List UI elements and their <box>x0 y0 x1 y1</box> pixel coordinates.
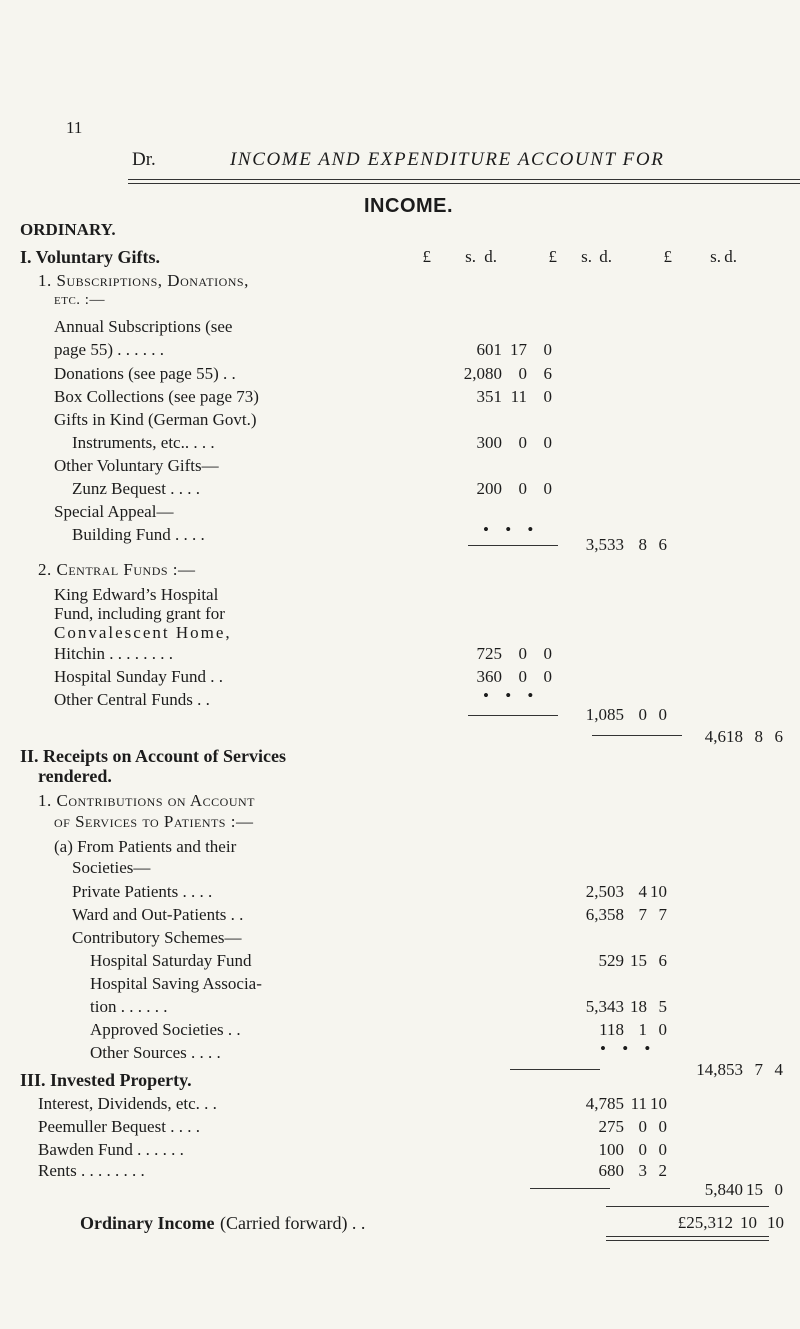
rents-amount-pounds: 680 <box>598 1161 624 1180</box>
other-central-nil: • • • <box>483 686 540 705</box>
gifts-in-kind-amount-shillings: 0 <box>518 433 527 452</box>
column-heading-5: d. <box>599 247 612 266</box>
subscriptions-heading: 1. Subscriptions, Donations, <box>38 271 249 290</box>
voluntary-gifts-total-pounds: 4,618 <box>704 727 743 746</box>
ward-outpatients-amount-pounds: 6,358 <box>585 905 624 924</box>
carried-forward-label: (Carried forward) . . <box>220 1213 366 1233</box>
peemuller-label: Peemuller Bequest . . . . <box>38 1117 200 1136</box>
invested-property-total-pence: 0 <box>774 1180 783 1199</box>
king-edward-label-2: Fund, including grant for <box>54 604 225 623</box>
donations-amount-shillings: 0 <box>518 364 527 383</box>
gifts-in-kind-label-2: Instruments, etc.. . . . <box>72 433 215 452</box>
ordinary-income-total-pence: 10 <box>767 1213 784 1232</box>
column-heading-4: s. <box>581 247 592 266</box>
ward-outpatients-label: Ward and Out-Patients . . <box>72 905 244 924</box>
zunz-bequest-amount-pence: 0 <box>543 479 552 498</box>
private-patients-amount-shillings: 4 <box>638 882 647 901</box>
rents-label: Rents . . . . . . . . <box>38 1161 145 1180</box>
central-funds-heading: 2. Central Funds :— <box>38 560 196 579</box>
annual-subscriptions-amount-shillings: 17 <box>510 340 527 359</box>
hospital-saturday-amount-shillings: 15 <box>630 951 647 970</box>
rents-amount-shillings: 3 <box>638 1161 647 1180</box>
total2-rule <box>510 1069 600 1070</box>
subtotal2-rule <box>468 715 558 716</box>
ordinary-income-label: Ordinary Income <box>80 1213 215 1233</box>
gifts-in-kind-label: Gifts in Kind (German Govt.) <box>54 410 257 429</box>
peemuller-amount-pounds: 275 <box>598 1117 624 1136</box>
building-fund-nil: • • • <box>483 520 540 539</box>
from-patients-label-2: Societies— <box>72 858 151 877</box>
king-edward-amount-shillings: 0 <box>518 644 527 663</box>
interest-amount-pence: 10 <box>650 1094 667 1113</box>
king-edward-label: King Edward’s Hospital <box>54 585 219 604</box>
dr-label: Dr. <box>132 149 156 170</box>
box-collections-amount-shillings: 11 <box>510 387 527 406</box>
hospital-saving-amount-pence: 5 <box>658 997 667 1016</box>
ordinary-income-total-pounds: £25,312 <box>677 1213 733 1232</box>
subtotal1-rule <box>468 545 558 546</box>
king-edward-label-4: Hitchin . . . . . . . . <box>54 644 173 663</box>
ward-outpatients-amount-pence: 7 <box>658 905 667 924</box>
gifts-in-kind-amount-pounds: 300 <box>476 433 502 452</box>
donations-amount-pounds: 2,080 <box>463 364 502 383</box>
hospital-sunday-amount-shillings: 0 <box>518 667 527 686</box>
hospital-saturday-amount-pounds: 529 <box>598 951 624 970</box>
annual-subscriptions-label: Annual Subscriptions (see <box>54 317 233 336</box>
special-appeal-label: Special Appeal— <box>54 502 174 521</box>
subscriptions-heading-etc: etc. :— <box>54 292 105 308</box>
ward-outpatients-amount-shillings: 7 <box>638 905 647 924</box>
header-rule-2 <box>128 183 800 184</box>
approved-societies-label: Approved Societies . . <box>90 1020 241 1039</box>
approved-societies-amount-pounds: 118 <box>599 1020 624 1039</box>
interest-label: Interest, Dividends, etc. . . <box>38 1094 217 1113</box>
contributions-heading-2: of Services to Patients :— <box>54 812 254 831</box>
ordinary-label: ORDINARY. <box>20 220 116 239</box>
interest-amount-pounds: 4,785 <box>585 1094 624 1113</box>
box-collections-label: Box Collections (see page 73) <box>54 387 259 406</box>
central-funds-subtotal-pence: 0 <box>658 705 667 724</box>
other-sources-nil: • • • <box>600 1039 657 1058</box>
column-heading-3: £ <box>548 247 557 266</box>
income-title: INCOME. <box>364 195 454 217</box>
zunz-bequest-amount-pounds: 200 <box>476 479 502 498</box>
peemuller-amount-shillings: 0 <box>638 1117 647 1136</box>
private-patients-amount-pence: 10 <box>650 882 667 901</box>
rents-amount-pence: 2 <box>658 1161 667 1180</box>
column-heading-7: s. <box>710 247 721 266</box>
subscriptions-subtotal-pounds: 3,533 <box>585 535 624 554</box>
subscriptions-subtotal-pence: 6 <box>658 535 667 554</box>
bawden-amount-shillings: 0 <box>638 1140 647 1159</box>
column-heading-1: s. <box>465 247 476 266</box>
central-funds-subtotal-pounds: 1,085 <box>585 705 624 724</box>
gifts-in-kind-amount-pence: 0 <box>543 433 552 452</box>
king-edward-label-3: Convalescent Home, <box>54 623 232 642</box>
other-voluntary-gifts-label: Other Voluntary Gifts— <box>54 456 219 475</box>
hospital-sunday-amount-pounds: 360 <box>476 667 502 686</box>
hospital-saving-amount-pounds: 5,343 <box>585 997 624 1016</box>
hospital-saturday-label: Hospital Saturday Fund <box>90 951 252 970</box>
column-heading-8: d. <box>724 247 737 266</box>
grand-total-rule-top <box>606 1206 769 1207</box>
contributory-schemes-label: Contributory Schemes— <box>72 928 242 947</box>
other-central-label: Other Central Funds . . <box>54 690 210 709</box>
other-sources-label: Other Sources . . . . <box>90 1043 221 1062</box>
hospital-saving-amount-shillings: 18 <box>630 997 647 1016</box>
donations-label: Donations (see page 55) . . <box>54 364 236 383</box>
king-edward-amount-pounds: 725 <box>476 644 502 663</box>
total1-rule <box>592 735 682 736</box>
private-patients-label: Private Patients . . . . <box>72 882 213 901</box>
king-edward-amount-pence: 0 <box>543 644 552 663</box>
annual-subscriptions-amount-pounds: 601 <box>476 340 502 359</box>
approved-societies-amount-shillings: 1 <box>638 1020 647 1039</box>
section-invested-property: III. Invested Property. <box>20 1070 192 1090</box>
box-collections-amount-pence: 0 <box>543 387 552 406</box>
column-heading-6: £ <box>663 247 672 266</box>
from-patients-label: (a) From Patients and their <box>54 837 237 856</box>
section-receipts-2: rendered. <box>38 766 112 786</box>
approved-societies-amount-pence: 0 <box>658 1020 667 1039</box>
header-rule <box>128 179 800 180</box>
invested-property-total-shillings: 15 <box>746 1180 763 1199</box>
receipts-total-shillings: 7 <box>754 1060 763 1079</box>
voluntary-gifts-total-shillings: 8 <box>754 727 763 746</box>
bawden-amount-pence: 0 <box>658 1140 667 1159</box>
hospital-saturday-amount-pence: 6 <box>658 951 667 970</box>
column-heading-0: £ <box>422 247 431 266</box>
interest-amount-shillings: 11 <box>630 1094 647 1113</box>
voluntary-gifts-total-pence: 6 <box>774 727 783 746</box>
page-number: 11 <box>66 118 83 137</box>
total3-rule <box>530 1188 610 1189</box>
hospital-saving-label: Hospital Saving Associa- <box>90 974 262 993</box>
section-receipts: II. Receipts on Account of Services <box>20 746 286 766</box>
hospital-sunday-amount-pence: 0 <box>543 667 552 686</box>
hospital-saving-label-2: tion . . . . . . <box>90 997 168 1016</box>
peemuller-amount-pence: 0 <box>658 1117 667 1136</box>
subscriptions-subtotal-shillings: 8 <box>638 535 647 554</box>
hospital-sunday-label: Hospital Sunday Fund . . <box>54 667 224 686</box>
annual-subscriptions-amount-pence: 0 <box>543 340 552 359</box>
zunz-bequest-amount-shillings: 0 <box>518 479 527 498</box>
contributions-heading: 1. Contributions on Account <box>38 791 256 810</box>
bawden-amount-pounds: 100 <box>598 1140 624 1159</box>
bawden-label: Bawden Fund . . . . . . <box>38 1140 184 1159</box>
receipts-total-pence: 4 <box>774 1060 783 1079</box>
donations-amount-pence: 6 <box>543 364 552 383</box>
invested-property-total-pounds: 5,840 <box>704 1180 743 1199</box>
central-funds-subtotal-shillings: 0 <box>638 705 647 724</box>
account-title: INCOME AND EXPENDITURE ACCOUNT FOR <box>230 149 665 170</box>
grand-total-rule-bottom <box>606 1236 769 1237</box>
private-patients-amount-pounds: 2,503 <box>585 882 624 901</box>
column-heading-2: d. <box>484 247 497 266</box>
section-voluntary-gifts: I. Voluntary Gifts. <box>20 247 161 267</box>
grand-total-rule-bottom-2 <box>606 1240 769 1241</box>
zunz-bequest-label: Zunz Bequest . . . . <box>72 479 200 498</box>
building-fund-label: Building Fund . . . . <box>72 525 205 544</box>
receipts-total-pounds: 14,853 <box>696 1060 743 1079</box>
annual-subscriptions-label-2: page 55) . . . . . . <box>54 340 165 359</box>
ordinary-income-total-shillings: 10 <box>740 1213 757 1232</box>
box-collections-amount-pounds: 351 <box>476 387 502 406</box>
